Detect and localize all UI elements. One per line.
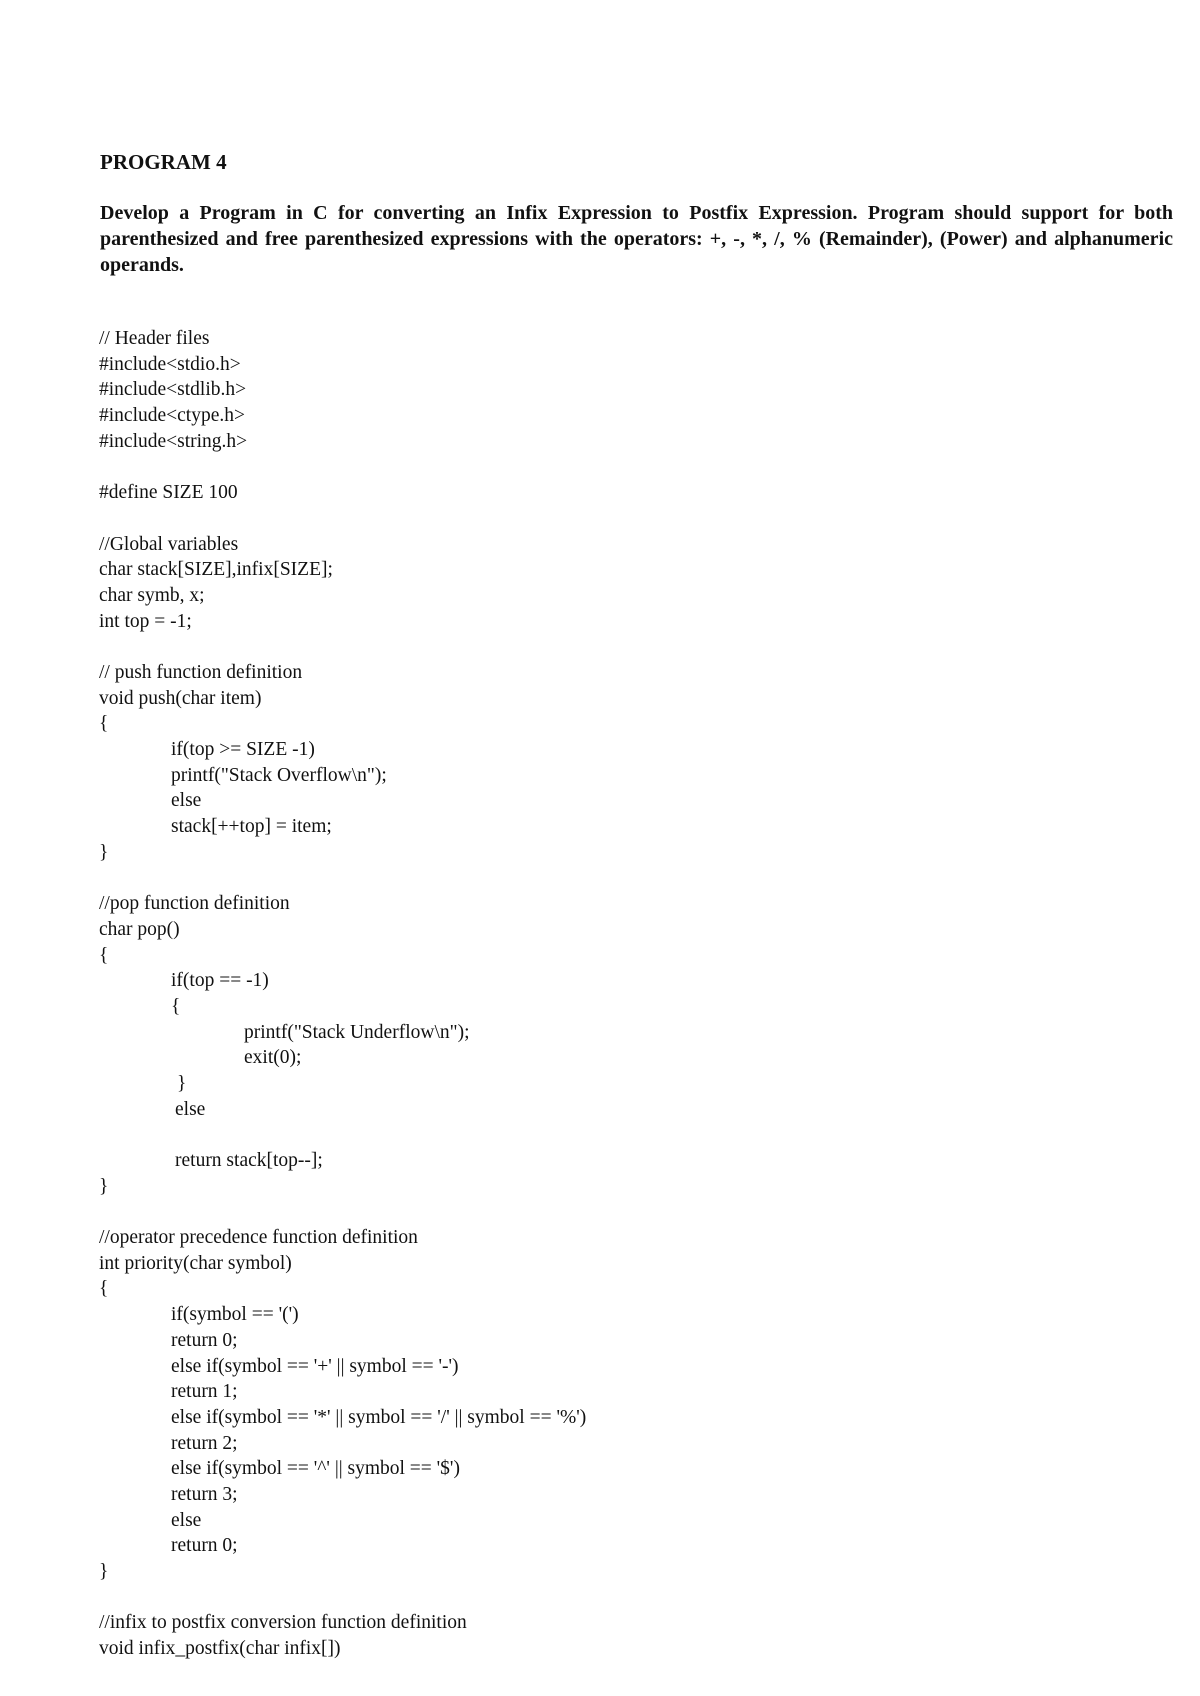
code-line: void infix_postfix(char infix[]) bbox=[99, 1638, 341, 1660]
code-line: stack[++top] = item; bbox=[171, 816, 332, 838]
code-line: if(top == -1) bbox=[171, 970, 269, 992]
program-heading: PROGRAM 4 bbox=[100, 150, 227, 174]
code-line: char stack[SIZE],infix[SIZE]; bbox=[99, 559, 333, 581]
code-line: exit(0); bbox=[244, 1047, 302, 1069]
code-line: char pop() bbox=[99, 918, 180, 940]
code-line: // push function definition bbox=[99, 661, 303, 683]
code-line bbox=[99, 634, 1159, 660]
code-line: //operator precedence function definition bbox=[99, 1227, 418, 1249]
code-line: { bbox=[99, 1278, 109, 1300]
code-line: #define SIZE 100 bbox=[99, 482, 238, 504]
code-line bbox=[99, 1199, 1159, 1225]
code-line: } bbox=[99, 1561, 109, 1582]
code-line: { bbox=[171, 995, 181, 1017]
code-line: #include<string.h> bbox=[99, 430, 248, 452]
code-line: return 0; bbox=[171, 1535, 238, 1557]
code-line: } bbox=[99, 1175, 109, 1197]
code-line: void push(char item) bbox=[99, 687, 262, 709]
code-line: //infix to postfix conversion function definition bbox=[99, 1612, 467, 1634]
code-line: return 1; bbox=[171, 1381, 238, 1403]
code-line: #include<stdio.h> bbox=[99, 353, 241, 375]
code-line bbox=[99, 1122, 1159, 1148]
code-line: { bbox=[99, 713, 109, 735]
code-line: return 3; bbox=[171, 1483, 238, 1505]
code-line: return 2; bbox=[171, 1432, 238, 1454]
code-line: else bbox=[171, 1509, 202, 1531]
code-line: printf("Stack Overflow\n"); bbox=[171, 764, 387, 786]
code-line: else bbox=[175, 1098, 206, 1120]
code-line: return 0; bbox=[171, 1329, 238, 1351]
code-line: char symb, x; bbox=[99, 584, 205, 606]
code-line: //Global variables bbox=[99, 533, 239, 555]
code-line: return stack[top--]; bbox=[175, 1150, 323, 1171]
code-line: { bbox=[99, 944, 109, 966]
code-line bbox=[99, 1585, 1159, 1611]
problem-statement: Develop a Program in C for converting an Infix Expression to Postfix Expression. Program should support for both parenthesized and free parenthesized expressions with the operators: +, -, *, /, % (Remainder), (Power) and alphanumeric operands. bbox=[100, 202, 1173, 276]
code-line: #include<stdlib.h> bbox=[99, 379, 247, 401]
code-line: else if(symbol == '*' || symbol == '/' || symbol == '%') bbox=[171, 1406, 587, 1428]
code-line: //pop function definition bbox=[99, 893, 290, 915]
code-line: // Header files bbox=[99, 328, 210, 349]
code-line bbox=[99, 454, 1159, 480]
code-line: printf("Stack Underflow\n"); bbox=[244, 1021, 470, 1043]
code-line: #include<ctype.h> bbox=[99, 405, 245, 427]
code-line: } bbox=[99, 841, 109, 863]
code-line: else if(symbol == '^' || symbol == '$') bbox=[171, 1458, 460, 1480]
code-line: else if(symbol == '+' || symbol == '-') bbox=[171, 1355, 459, 1377]
code-line bbox=[99, 506, 1159, 532]
code-line: if(symbol == '(') bbox=[171, 1304, 299, 1326]
code-line bbox=[99, 865, 1159, 891]
code-listing bbox=[99, 326, 1159, 1662]
code-line: int priority(char symbol) bbox=[99, 1252, 292, 1274]
code-line: if(top >= SIZE -1) bbox=[171, 739, 315, 760]
code-line: int top = -1; bbox=[99, 610, 192, 632]
code-line: } bbox=[177, 1072, 187, 1094]
code-line: else bbox=[171, 790, 202, 812]
